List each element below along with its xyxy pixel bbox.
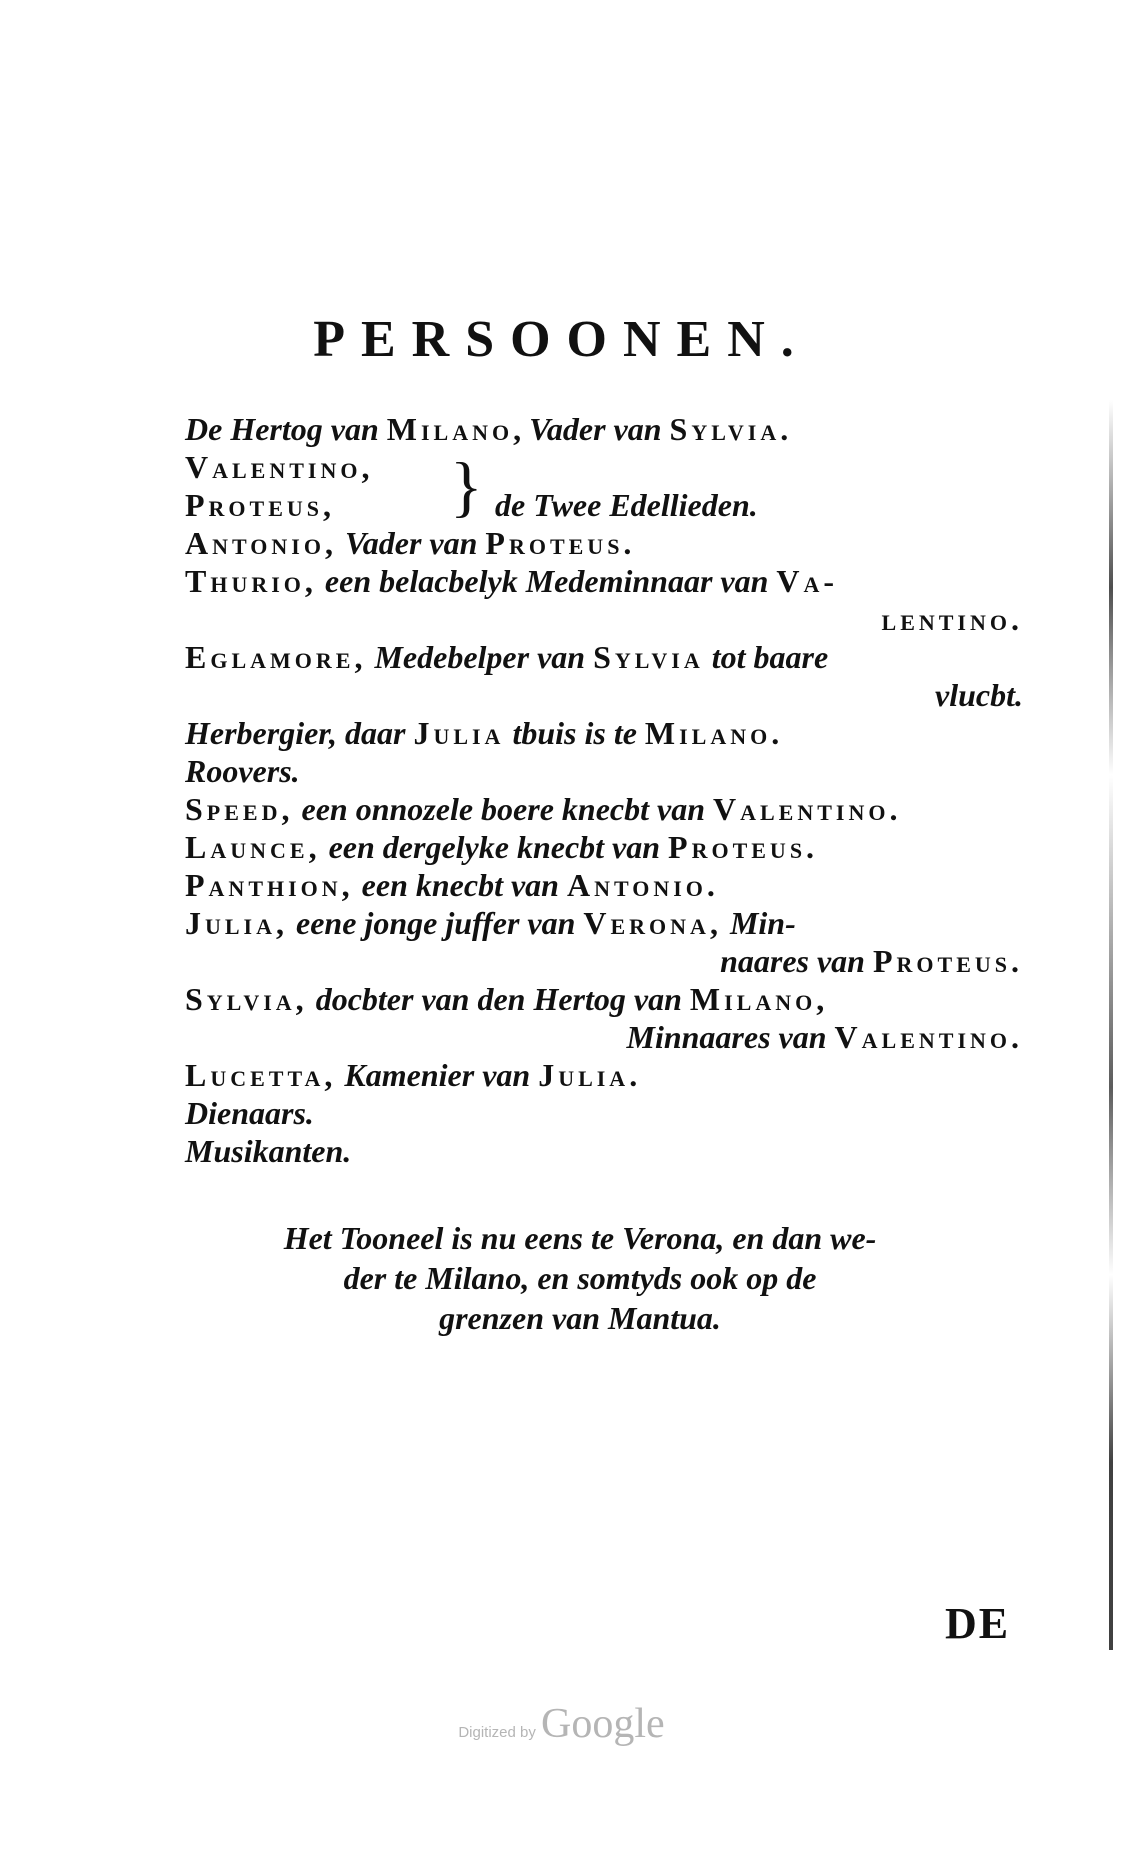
list-item-continuation: vlucbt. [935,677,1023,713]
list-item: Herbergier, daar Julia tbuis is te Milano. [185,715,784,751]
digitization-watermark [0,1700,1123,1748]
brace-group [185,448,1035,524]
list-item: Proteus, [185,487,336,523]
page-edge-shadow [1109,400,1113,1650]
list-item-continuation: lentino. [881,601,1023,637]
list-item: Musikanten. [185,1133,352,1169]
brace-description: de Twee Edellieden. [495,487,758,523]
list-item: Eglamore, Medebelper van Sylvia tot baare [185,639,829,675]
brace-symbol: } [450,448,483,524]
watermark-prefix: Digitized by [458,1724,536,1741]
scene-line: Het Tooneel is nu eens te Verona, en dan we- [283,1220,877,1256]
list-item: Antonio, Vader van Proteus. [185,525,636,561]
list-item: Launce, een dergelyke knecbt van Proteus. [185,829,819,865]
list-item: Speed, een onnozele boere knecbt van Valentino. [185,791,902,827]
list-item-continuation: Minnaares van Valentino. [626,1019,1023,1055]
google-logo: Google [540,1701,665,1747]
page-title: PERSOONEN. [313,311,810,368]
list-item-continuation: naares van Proteus. [720,943,1023,979]
list-item: Lucetta, Kamenier van Julia. [185,1057,642,1093]
list-item: Thurio, een belacbelyk Medeminnaar van Va- [185,563,839,599]
list-item: De Hertog van Milano, Vader van Sylvia. [185,411,793,447]
scene-line: der te Milano, en somtyds ook op de [343,1260,817,1296]
list-item: Dienaars. [185,1095,314,1131]
list-item: Roovers. [185,753,300,789]
scene-line: grenzen van Mantua. [439,1300,721,1336]
scene-note [170,1218,990,1338]
list-item: Valentino, [185,449,374,485]
list-item: Julia, eene jonge juffer van Verona, Min- [185,905,796,941]
list-item: Sylvia, docbter van den Hertog van Milano, [185,981,829,1017]
dramatis-personae-list [185,410,1035,1170]
catchword: DE [945,1599,1011,1648]
list-item: Panthion, een knecbt van Antonio. [185,867,719,903]
